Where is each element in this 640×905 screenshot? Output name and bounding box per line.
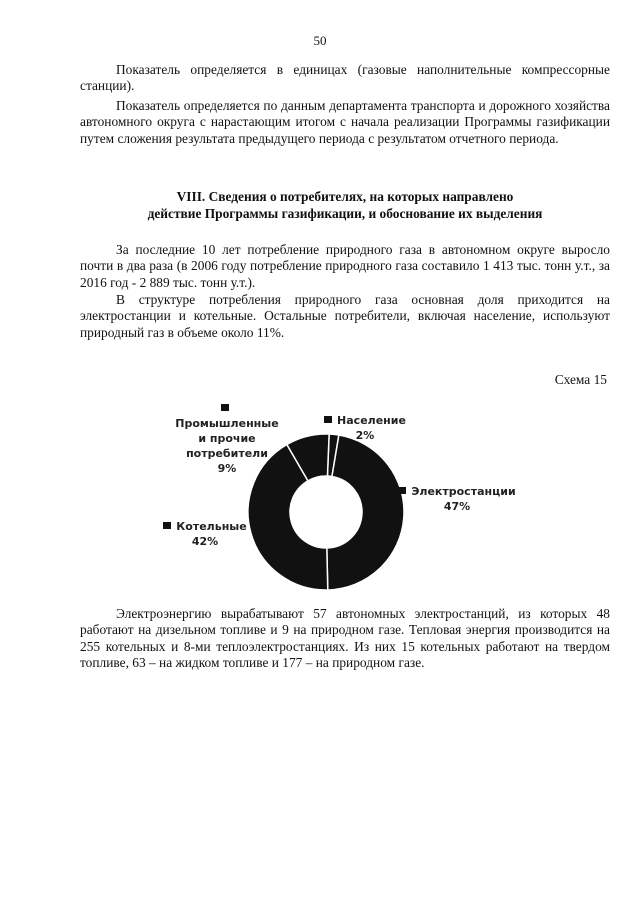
page-number: 50 <box>313 33 327 48</box>
power-plants-label: Электростанции <box>411 485 516 498</box>
legend-marker-icon <box>398 487 406 494</box>
paragraph: За последние 10 лет потребление природного газа в автономном округе выросло почти в два раза (в 2006 году потребление природного газа составило 1 413 тыс. тонн у.т., за 2016 год - 2 889 тыс. тонн у.т.). <box>80 242 610 290</box>
industry-label-line-2: и прочие <box>198 432 256 445</box>
legend-marker-icon <box>324 416 332 423</box>
scheme-label: Схема 15 <box>554 372 607 387</box>
section-heading-line-1: VIII. Сведения о потребителях, на которых направлено <box>176 189 514 204</box>
legend-marker-icon <box>163 522 171 529</box>
industry-value-label: 9% <box>217 462 237 475</box>
boilers-label: Котельные <box>176 520 247 533</box>
power-plants-value-label: 47% <box>443 500 471 513</box>
section-heading-line-2: действие Программы газификации, и обоснование их выделения <box>147 206 543 221</box>
industry-label-line-1: Промышленные <box>175 417 279 430</box>
chart-label-boilers <box>150 519 260 549</box>
paragraph: Показатель определяется по данным департамента транспорта и дорожного хозяйства автономного округа с нарастающим итогом с начала реализации Программы газификации путем сложения результата предыдущего периода с результатом отчетного периода. <box>80 98 610 146</box>
boilers-value-label: 42% <box>191 535 219 548</box>
chart-label-population <box>315 413 415 443</box>
chart-label-power-plants <box>387 484 527 514</box>
paragraph: Показатель определяется в единицах (газовые наполнительные компрессорные станции). <box>80 62 610 94</box>
industry-label-line-3: потребители <box>186 447 268 460</box>
population-value-label: 2% <box>355 429 375 442</box>
population-label: Население <box>337 414 406 427</box>
paragraph: В структуре потребления природного газа основная доля приходится на электростанции и котельные. Остальные потребители, включая население, используют природный газ в объеме около 11%. <box>80 292 610 340</box>
paragraph: Электроэнергию вырабатывают 57 автономных электростанций, из которых 48 работают на дизельном топливе и 9 на природном газе. Тепловая энергия производится на 255 котельных и 8-ми теплоэлектростанциях. Из них 15 котельных работают на твердом топливе, 63 – на жидком топливе и 177 – на природном газе. <box>80 606 610 670</box>
chart-label-industry <box>172 401 282 476</box>
legend-marker-icon <box>221 404 229 411</box>
